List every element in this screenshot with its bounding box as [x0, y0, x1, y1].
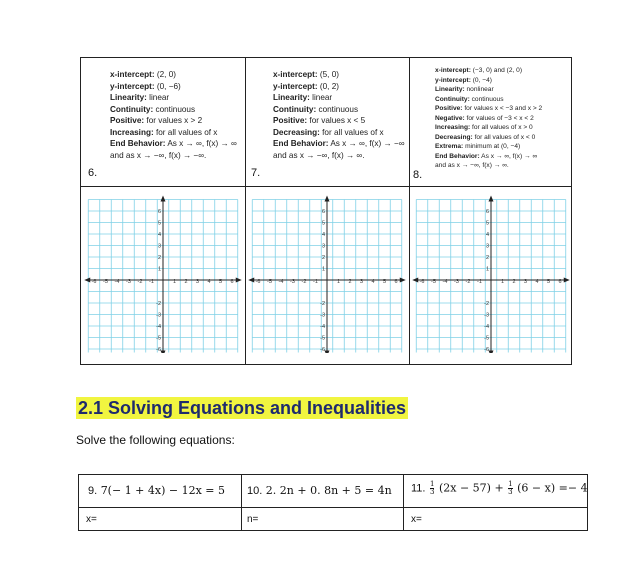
equation-9: [88, 484, 225, 497]
x-tick-label: -1: [149, 279, 154, 285]
equation-10: [247, 484, 392, 497]
x-tick-label: 5: [382, 279, 387, 285]
property-value: for all values of x: [319, 127, 384, 137]
property-label: End Behavior:: [273, 139, 329, 148]
x-tick-label: 3: [523, 279, 528, 285]
y-axis-arrow-down: [161, 350, 166, 353]
equations-table: [78, 474, 588, 531]
x-tick-label: 5: [218, 279, 223, 285]
x-tick-label: -5: [103, 279, 108, 285]
y-tick-label: -6: [156, 347, 161, 353]
property-value: (5, 0): [317, 70, 339, 79]
x-tick-label: -6: [419, 279, 425, 285]
x-tick-label: -5: [431, 279, 436, 285]
property-label: y-intercept:: [435, 76, 471, 84]
y-tick-label: -6: [320, 347, 325, 353]
equation-10-number: 10.: [247, 485, 263, 497]
property-label: Increasing:: [435, 124, 471, 131]
property-value: linear: [146, 93, 170, 102]
property-label: End Behavior:: [110, 139, 166, 148]
x-tick-label: -6: [91, 279, 97, 285]
problem-6-properties: [110, 69, 237, 161]
property-label: y-intercept:: [110, 81, 155, 91]
property-line: [435, 114, 542, 124]
property-label: y-intercept:: [273, 81, 318, 91]
y-tick-label: -3: [156, 312, 161, 319]
property-line: [273, 69, 405, 81]
x-tick-label: -2: [137, 279, 143, 285]
equation-9-number: 9.: [88, 485, 98, 497]
x-tick-label: 3: [195, 279, 200, 285]
problem-7-number: 7.: [251, 167, 261, 179]
property-line: [273, 150, 405, 162]
property-value: and as x → −∞, f(x) → −∞.: [110, 150, 207, 160]
property-line: [273, 138, 405, 150]
y-tick-label: 5: [157, 220, 161, 227]
property-value: and as x → −∞, f(x) → ∞.: [273, 150, 365, 160]
property-value: (0, 2): [317, 81, 339, 91]
property-label: Linearity:: [435, 86, 465, 93]
x-tick-label: -2: [465, 279, 471, 285]
property-value: (0, −6): [154, 81, 181, 91]
x-axis-arrow-left: [248, 278, 254, 283]
y-tick-label: -4: [484, 324, 489, 330]
x-axis-arrow-left: [84, 278, 90, 283]
problem-7-properties: [273, 69, 405, 161]
property-line: [110, 127, 237, 139]
property-line: [273, 104, 405, 116]
property-value: continuous: [316, 104, 359, 114]
property-line: [435, 142, 542, 152]
property-line: [435, 152, 542, 162]
row-divider: [81, 186, 571, 187]
equation-11-number: 11.: [411, 482, 426, 495]
property-label: End Behavior:: [435, 152, 480, 160]
y-axis-arrow-up: [489, 196, 494, 202]
x-tick-label: 1: [172, 279, 177, 285]
property-value: (−3, 0) and (2, 0): [470, 67, 523, 74]
property-label: x-intercept:: [110, 70, 155, 79]
property-label: Negative:: [435, 114, 465, 122]
x-tick-label: 4: [207, 279, 211, 285]
property-value: nonlinear: [464, 86, 494, 93]
x-tick-label: -3: [126, 279, 131, 285]
property-label: Extrema:: [435, 143, 464, 150]
coordinate-grid-7[interactable]: [245, 193, 409, 353]
y-tick-label: 1: [485, 266, 489, 273]
x-tick-label: 4: [535, 279, 539, 285]
property-line: [273, 127, 405, 139]
y-tick-label: -6: [484, 347, 489, 353]
coordinate-grid-8[interactable]: [409, 193, 573, 353]
x-axis-arrow-right: [400, 278, 406, 283]
property-label: Continuity:: [273, 104, 317, 114]
property-label: Increasing:: [110, 127, 154, 137]
property-value: As x → ∞, f(x) → ∞: [479, 152, 538, 160]
y-tick-label: 3: [157, 243, 161, 250]
property-label: Positive:: [110, 116, 145, 125]
property-line: [273, 115, 405, 127]
y-tick-label: 2: [321, 255, 325, 261]
fraction-one-third: $\frac{1}{3}$: [429, 480, 435, 496]
x-tick-label: 2: [348, 279, 352, 285]
x-tick-label: -1: [313, 279, 318, 285]
property-line: [435, 123, 542, 133]
property-value: for all values of x: [153, 127, 218, 137]
property-label: x-intercept:: [273, 70, 318, 79]
y-tick-label: -5: [320, 335, 325, 342]
y-tick-label: -3: [320, 312, 325, 319]
property-value: for all values of x > 0: [470, 124, 533, 131]
answer-field-11[interactable]: x=: [411, 514, 422, 525]
problem-6-number: 6.: [88, 167, 98, 179]
property-value: for values of −3 < x < 2: [464, 114, 534, 122]
property-line: [110, 115, 237, 127]
x-tick-label: 2: [512, 279, 516, 285]
y-tick-label: 1: [157, 266, 161, 273]
y-tick-label: 2: [485, 255, 489, 261]
x-tick-label: -3: [454, 279, 459, 285]
property-value: As x → ∞, f(x) → ∞: [165, 139, 237, 148]
y-tick-label: 5: [321, 220, 325, 227]
property-line: [110, 69, 237, 81]
column-divider: [241, 475, 242, 530]
answer-field-10[interactable]: n=: [247, 514, 259, 525]
equation-11: [411, 481, 588, 496]
y-axis-arrow-up: [325, 196, 330, 202]
y-tick-label: -5: [484, 335, 489, 342]
x-tick-label: 3: [359, 279, 364, 285]
property-value: for values x < 5: [307, 116, 366, 125]
x-axis-arrow-left: [412, 278, 418, 283]
equation-11-end: (6 − x) =− 4: [517, 481, 588, 495]
x-tick-label: 5: [546, 279, 551, 285]
y-axis-arrow-up: [161, 196, 166, 202]
property-line: [110, 138, 237, 150]
x-tick-label: 1: [336, 279, 341, 285]
x-tick-label: -6: [255, 279, 261, 285]
x-tick-label: -1: [477, 279, 482, 285]
property-line: [273, 81, 405, 93]
property-line: [273, 92, 405, 104]
column-divider: [403, 475, 404, 530]
x-tick-label: -2: [301, 279, 307, 285]
property-value: linear: [309, 93, 333, 102]
coordinate-grid-6[interactable]: [81, 193, 245, 353]
property-label: Decreasing:: [435, 133, 473, 141]
x-tick-label: 6: [558, 279, 562, 285]
y-tick-label: 5: [485, 220, 489, 227]
property-value: continuous: [469, 95, 504, 103]
equation-9-expression: 7(− 1 + 4x) − 12x = 5: [100, 484, 226, 497]
x-tick-label: 4: [371, 279, 375, 285]
x-tick-label: -5: [267, 279, 272, 285]
equation-10-expression: 2. 2n + 0. 8n + 5 = 4n: [265, 484, 392, 497]
property-line: [110, 104, 237, 116]
x-tick-label: 1: [500, 279, 505, 285]
y-tick-label: 1: [321, 266, 325, 273]
x-tick-label: -3: [290, 279, 295, 285]
problem-8-properties: [435, 66, 542, 171]
y-tick-label: 4: [157, 232, 161, 238]
x-axis-arrow-right: [236, 278, 242, 283]
property-value: for values x > 2: [144, 116, 203, 125]
property-value: (2, 0): [154, 70, 176, 79]
x-tick-label: 6: [394, 279, 398, 285]
properties-table: [80, 57, 572, 365]
instructions-text: Solve the following equations:: [76, 433, 235, 447]
y-tick-label: 6: [321, 209, 325, 215]
y-tick-label: 6: [157, 209, 161, 215]
equation-11-middle: (2x − 57) +: [438, 481, 504, 495]
y-tick-label: -3: [484, 312, 489, 319]
property-line: [435, 133, 542, 143]
y-tick-label: 2: [157, 255, 161, 261]
property-label: Linearity:: [110, 93, 147, 102]
property-value: minimum at (0, −4): [463, 143, 521, 150]
property-label: Continuity:: [110, 104, 154, 114]
x-tick-label: 2: [184, 279, 188, 285]
row-divider: [79, 507, 587, 508]
property-label: Linearity:: [273, 93, 310, 102]
y-axis-arrow-down: [325, 350, 330, 353]
property-line: [435, 85, 542, 95]
y-tick-label: -2: [156, 301, 161, 307]
x-tick-label: -4: [278, 279, 284, 285]
x-tick-label: -4: [442, 279, 448, 285]
property-label: Positive:: [273, 116, 308, 125]
property-line: [435, 95, 542, 105]
fraction-one-third: $\frac{1}{3}$: [508, 480, 513, 496]
property-value: and as x → −∞, f(x) → ∞.: [435, 162, 509, 169]
property-label: Positive:: [435, 105, 463, 112]
y-tick-label: 4: [485, 232, 489, 238]
property-line: [435, 104, 542, 114]
property-value: As x → ∞, f(x) → −∞: [328, 139, 405, 148]
x-tick-label: 6: [230, 279, 234, 285]
y-axis-arrow-down: [489, 350, 494, 353]
property-label: Continuity:: [435, 95, 470, 103]
x-tick-label: -4: [114, 279, 120, 285]
y-tick-label: -4: [156, 324, 161, 330]
property-line: [110, 150, 237, 162]
y-tick-label: -2: [484, 301, 489, 307]
y-tick-label: 6: [485, 209, 489, 215]
property-label: x-intercept:: [435, 67, 471, 74]
property-line: [110, 92, 237, 104]
property-value: continuous: [153, 104, 196, 114]
y-tick-label: -4: [320, 324, 325, 330]
property-value: (0, −4): [470, 76, 492, 84]
answer-field-9[interactable]: x=: [86, 514, 97, 525]
property-label: Decreasing:: [273, 127, 320, 137]
property-line: [435, 66, 542, 76]
y-tick-label: 3: [321, 243, 325, 250]
problem-8-number: 8.: [413, 169, 423, 181]
section-heading: 2.1 Solving Equations and Inequalities: [78, 398, 407, 418]
property-value: for all values of x < 0: [472, 133, 536, 141]
property-line: [435, 76, 542, 86]
y-tick-label: 4: [321, 232, 325, 238]
property-value: for values x < −3 and x > 2: [462, 105, 543, 112]
y-tick-label: -5: [156, 335, 161, 342]
y-tick-label: -2: [320, 301, 325, 307]
x-axis-arrow-right: [564, 278, 570, 283]
property-line: [435, 161, 542, 171]
y-tick-label: 3: [485, 243, 489, 250]
property-line: [110, 81, 237, 93]
